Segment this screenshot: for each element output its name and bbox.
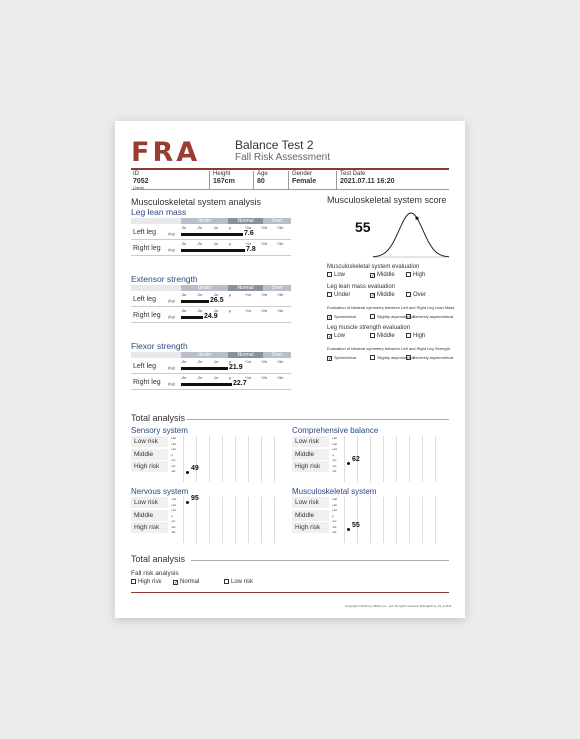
- grid-line: [370, 497, 371, 543]
- sigma-tick: +1σ: [245, 309, 252, 313]
- fra-logo: FRA: [131, 137, 201, 168]
- range-header-normal: Normal: [228, 218, 263, 224]
- risk-label: High risk: [292, 522, 329, 534]
- scale-tick: -3σ: [171, 469, 176, 473]
- value-bar: [181, 367, 228, 370]
- scale-tick: -2σ: [332, 524, 337, 529]
- sigma-tick: -2σ: [197, 226, 203, 230]
- grid-line: [396, 497, 397, 543]
- score-dot: [186, 501, 189, 504]
- risk-label: Low risk: [131, 436, 168, 448]
- eval-option[interactable]: [327, 292, 350, 298]
- summary-title-text: Total analysis: [131, 554, 186, 564]
- gender-cell: [288, 171, 336, 190]
- eval-option[interactable]: [327, 355, 356, 361]
- range-header-over: Over: [263, 285, 291, 291]
- checkbox-empty[interactable]: [370, 314, 375, 319]
- bell-curve: [373, 207, 449, 259]
- scale-tick: -1σ: [332, 458, 337, 462]
- total-section-title: [131, 413, 451, 423]
- risk-label: High risk: [292, 461, 329, 473]
- grid-line: [261, 497, 262, 543]
- sigma-tick: +2σ: [261, 309, 268, 313]
- option-label: Slightly asymmetrical: [377, 355, 415, 360]
- sigma-tick: +3σ: [277, 293, 284, 297]
- value-bar: [181, 233, 243, 236]
- sigma-tick: +1σ: [245, 360, 252, 364]
- risk-label: Low risk: [292, 497, 329, 509]
- eval-option[interactable]: [370, 272, 395, 278]
- unit-label: (kg): [168, 298, 175, 303]
- sigma-tick: -1σ: [213, 309, 219, 313]
- grid-line: [422, 497, 423, 543]
- sigma-tick: +2σ: [261, 360, 268, 364]
- date-label: Test Date: [340, 171, 366, 177]
- scale-tick: +1σ: [332, 508, 338, 512]
- grid-line: [235, 497, 236, 543]
- eval-option[interactable]: [327, 333, 345, 339]
- option-label: Under: [334, 292, 351, 298]
- date-value: 2021.07.11 16:20: [340, 178, 395, 185]
- checkbox-empty[interactable]: [370, 355, 375, 360]
- row-label: Right leg: [133, 312, 161, 319]
- fall-risk-option[interactable]: [224, 579, 253, 585]
- row-label: Left leg: [133, 363, 156, 370]
- sigma-tick: μ: [229, 293, 232, 297]
- sigma-tick: -3σ: [181, 242, 187, 246]
- sigma-tick: -1σ: [213, 360, 219, 364]
- sigma-tick: +1σ: [245, 242, 252, 246]
- grid-line: [370, 436, 371, 482]
- eval-option[interactable]: [327, 272, 345, 278]
- report-header: [131, 137, 449, 169]
- grid-line: [344, 436, 345, 482]
- id-name: (Jane): [133, 185, 145, 190]
- eval-option[interactable]: [327, 314, 356, 320]
- sigma-tick: -3σ: [181, 376, 187, 380]
- range-header-normal: Normal: [228, 352, 263, 358]
- option-label: Low: [334, 333, 346, 339]
- option-label: High: [413, 272, 426, 278]
- table-row: [131, 375, 291, 390]
- table-row: [131, 225, 291, 240]
- sigma-tick: -3σ: [181, 309, 187, 313]
- grid-line: [248, 497, 249, 543]
- id-label: ID: [133, 171, 139, 177]
- report-title: Balance Test 2: [235, 138, 314, 152]
- sigma-tick: +3σ: [277, 309, 284, 313]
- section-subtitle: Extensor strength: [131, 274, 198, 284]
- eval-option[interactable]: [370, 292, 395, 298]
- range-header-normal: Normal: [228, 285, 263, 291]
- checkbox-checked[interactable]: ✓: [328, 356, 333, 362]
- risk-label: Middle: [292, 510, 329, 522]
- unit-label: (kg): [168, 365, 175, 370]
- score-title: [327, 195, 447, 205]
- sigma-tick: -2σ: [197, 293, 203, 297]
- sigma-tick: -1σ: [213, 376, 219, 380]
- scale-tick: -3σ: [171, 530, 176, 534]
- age-cell: [253, 171, 288, 190]
- value-bar: [181, 383, 232, 386]
- scale-tick: +2σ: [171, 441, 177, 446]
- report-subtitle: Fall Risk Assessment: [235, 152, 331, 163]
- range-header-under: Under: [181, 285, 228, 291]
- row-label: Left leg: [133, 229, 156, 236]
- height-label: Height: [213, 171, 231, 177]
- table-row: [131, 308, 291, 323]
- age-value: 80: [257, 178, 265, 185]
- sigma-tick: -3σ: [181, 360, 187, 364]
- unit-label: (kg): [168, 231, 175, 236]
- sigma-tick: +1σ: [245, 376, 252, 380]
- value-bar: [181, 316, 203, 319]
- curve-score-dot: [415, 217, 418, 220]
- value-label: 24.9: [204, 313, 218, 320]
- grid-line: [196, 497, 197, 543]
- fall-risk-label: Fall risk analysis: [131, 570, 179, 577]
- score-dot: [347, 528, 350, 531]
- summary-title: [131, 554, 185, 564]
- fall-risk-option[interactable]: [173, 579, 199, 585]
- grid-line: [222, 436, 223, 482]
- score-anchor: [333, 207, 334, 208]
- date-cell: [336, 171, 449, 190]
- option-label: Middle: [377, 272, 395, 278]
- risk-label: High risk: [131, 522, 168, 534]
- unit-label: (kg): [168, 381, 175, 386]
- grid-line: [209, 436, 210, 482]
- grid-line: [435, 497, 436, 543]
- chart-title: Comprehensive balance: [292, 426, 379, 435]
- checkbox-empty[interactable]: [131, 579, 136, 584]
- grid-line: [435, 436, 436, 482]
- value-label: 26.5: [210, 297, 224, 304]
- musculo-section-title: [131, 197, 311, 207]
- row-label: Right leg: [133, 379, 161, 386]
- eval-heading: Leg lean mass evaluation: [327, 284, 396, 290]
- eval-option[interactable]: [406, 355, 453, 360]
- total-chart: [131, 426, 279, 488]
- scale-tick: -2σ: [332, 463, 337, 468]
- scale-tick: +3σ: [332, 497, 338, 501]
- total-chart: [131, 487, 279, 549]
- sigma-tick: +1σ: [245, 293, 252, 297]
- risk-label: Low risk: [131, 497, 168, 509]
- sigma-tick: μ: [229, 309, 232, 313]
- scale-tick: -3σ: [332, 530, 337, 534]
- option-label: High risk: [138, 579, 162, 585]
- option-label: Severely asymmetrical: [413, 355, 454, 360]
- option-label: Severely asymmetrical: [413, 314, 454, 319]
- sigma-tick: -2σ: [197, 309, 203, 313]
- checkbox-empty[interactable]: [406, 272, 411, 277]
- value-label: 21.9: [229, 364, 243, 371]
- checkbox-checked[interactable]: ✓: [328, 315, 333, 321]
- grid-line: [274, 436, 275, 482]
- scale-tick: +1σ: [171, 508, 177, 512]
- option-label: High: [413, 333, 426, 339]
- eval-option[interactable]: [406, 292, 426, 298]
- total-chart: [292, 426, 440, 488]
- score-value: 62: [352, 456, 360, 464]
- scale-tick: +2σ: [171, 502, 177, 507]
- sigma-tick: -1σ: [213, 242, 219, 246]
- scale-tick: -2σ: [171, 463, 176, 468]
- section-subtitle: Flexor strength: [131, 341, 188, 351]
- sigma-tick: -2σ: [197, 242, 203, 246]
- age-label: Age: [257, 171, 268, 177]
- section-subtitle: Leg lean mass: [131, 207, 187, 217]
- sigma-ticks: [181, 226, 291, 230]
- scale-tick: +1σ: [332, 447, 338, 451]
- grid-line: [422, 436, 423, 482]
- option-label: Low risk: [231, 579, 254, 585]
- checkbox-checked[interactable]: ✓: [371, 293, 376, 299]
- checkbox-empty[interactable]: [406, 292, 411, 297]
- scale-tick: +3σ: [332, 436, 338, 440]
- id-value: 7052: [133, 178, 149, 185]
- sigma-tick: μ: [229, 242, 232, 246]
- value-label: 7.8: [246, 246, 256, 253]
- strength-table: [131, 352, 291, 392]
- sigma-ticks: [181, 293, 291, 297]
- grid-line: [383, 436, 384, 482]
- value-bar: [181, 249, 245, 252]
- sigma-tick: +2σ: [261, 293, 268, 297]
- option-label: Symmetrical: [334, 355, 357, 360]
- grid-line: [183, 497, 184, 543]
- grid-line: [396, 436, 397, 482]
- sigma-tick: +2σ: [261, 242, 268, 246]
- eval-option[interactable]: [406, 333, 425, 339]
- eval-option[interactable]: [370, 333, 395, 339]
- eval-heading: Musculoskeletal system evaluation: [327, 264, 420, 270]
- option-label: Over: [413, 292, 427, 298]
- footer-rule: [131, 592, 449, 593]
- scale-tick: -3σ: [332, 469, 337, 473]
- grid-line: [209, 497, 210, 543]
- scale-tick: +3σ: [171, 436, 177, 440]
- total-title-text: Total analysis: [131, 413, 186, 423]
- option-label: Symmetrical: [334, 314, 357, 319]
- id-cell: [131, 171, 209, 190]
- grid-line: [274, 497, 275, 543]
- grid-line: [248, 436, 249, 482]
- scale-tick: -1σ: [171, 458, 176, 462]
- grid-line: [196, 436, 197, 482]
- total-chart: [292, 487, 440, 549]
- checkbox-empty[interactable]: [327, 292, 332, 297]
- report-sheet: [115, 121, 465, 618]
- risk-label: Middle: [131, 449, 168, 461]
- score-dot: [186, 471, 189, 474]
- range-header-over: Over: [263, 352, 291, 358]
- sigma-tick: +2σ: [261, 226, 268, 230]
- gender-label: Gender: [292, 171, 313, 177]
- scale-tick: +2σ: [332, 441, 338, 446]
- patient-info: [131, 171, 449, 190]
- grid-line: [383, 497, 384, 543]
- score-title-text: Musculoskeletal system score: [327, 195, 447, 205]
- grid-line: [235, 436, 236, 482]
- scale-tick: -1σ: [332, 519, 337, 523]
- eval-option[interactable]: [406, 272, 425, 278]
- scale-tick: +3σ: [171, 497, 177, 501]
- value-label: 22.7: [233, 380, 247, 387]
- strength-table: [131, 285, 291, 325]
- eval-heading: Evaluation of bilateral symmetry between Left and Right Leg Lean Mass: [327, 305, 455, 310]
- unit-label: (kg): [168, 247, 175, 252]
- table-row: [131, 359, 291, 374]
- eval-option[interactable]: [406, 314, 453, 319]
- risk-label: High risk: [131, 461, 168, 473]
- grid-line: [183, 436, 184, 482]
- checkbox-empty[interactable]: [327, 272, 332, 277]
- sigma-ticks: [181, 242, 291, 246]
- grid-line: [222, 497, 223, 543]
- score-value: 49: [191, 464, 199, 472]
- header-rule: [131, 168, 449, 170]
- height-value: 167cm: [213, 178, 235, 185]
- range-header-under: Under: [181, 218, 228, 224]
- strength-table: [131, 218, 291, 258]
- sigma-tick: +1σ: [245, 226, 252, 230]
- score-value: 55: [352, 521, 360, 529]
- checkbox-empty[interactable]: [406, 355, 411, 360]
- height-cell: [209, 171, 253, 190]
- sigma-tick: -3σ: [181, 293, 187, 297]
- checkbox-empty[interactable]: [406, 333, 411, 338]
- sigma-tick: μ: [229, 360, 232, 364]
- risk-label: Middle: [131, 510, 168, 522]
- score-value: 55: [355, 219, 371, 235]
- range-header-over: Over: [263, 218, 291, 224]
- checkbox-checked[interactable]: ✓: [328, 334, 333, 340]
- option-label: Normal: [180, 579, 200, 585]
- checkbox-empty[interactable]: [406, 314, 411, 319]
- fall-risk-option[interactable]: [131, 579, 161, 585]
- checkbox-checked[interactable]: ✓: [174, 580, 179, 586]
- risk-label: Middle: [292, 449, 329, 461]
- grid-line: [357, 497, 358, 543]
- score-dot: [347, 462, 350, 465]
- scale-tick: -1σ: [171, 519, 176, 523]
- sigma-tick: -2σ: [197, 360, 203, 364]
- chart-title: Nervous system: [131, 487, 189, 496]
- scale-tick: μ: [171, 513, 173, 518]
- sigma-tick: -2σ: [197, 376, 203, 380]
- sigma-tick: -1σ: [213, 293, 219, 297]
- checkbox-empty[interactable]: [224, 579, 229, 584]
- table-row: [131, 292, 291, 307]
- range-header-under: Under: [181, 352, 228, 358]
- summary-rule: [191, 560, 449, 561]
- sigma-tick: +3σ: [277, 226, 284, 230]
- value-label: 7.6: [244, 230, 254, 237]
- option-label: Middle: [377, 333, 395, 339]
- grid-line: [344, 497, 345, 543]
- row-label: Left leg: [133, 296, 156, 303]
- grid-line: [261, 436, 262, 482]
- checkbox-checked[interactable]: ✓: [371, 273, 376, 279]
- row-label: Right leg: [133, 245, 161, 252]
- sigma-tick: +2σ: [261, 376, 268, 380]
- musculo-title-text: Musculoskeletal system analysis: [131, 197, 262, 207]
- chart-title: Sensory system: [131, 426, 188, 435]
- sigma-tick: μ: [229, 226, 232, 230]
- value-bar: [181, 300, 209, 303]
- option-label: Low: [334, 272, 346, 278]
- total-rule: [187, 419, 449, 420]
- sigma-tick: +3σ: [277, 242, 284, 246]
- gender-value: Female: [292, 178, 317, 185]
- unit-label: (kg): [168, 314, 175, 319]
- chart-title: Musculoskeletal system: [292, 487, 377, 496]
- sigma-tick: -3σ: [181, 226, 187, 230]
- grid-line: [409, 436, 410, 482]
- copyright: Copyright ©2022 by inBody Co., Ltd. All rights reserved. B-English-A_13_2-2111: [345, 604, 452, 608]
- sigma-tick: -1σ: [213, 226, 219, 230]
- grid-line: [409, 497, 410, 543]
- option-label: Slightly asymmetrical: [377, 314, 415, 319]
- scale-tick: μ: [332, 513, 334, 518]
- score-value: 95: [191, 495, 199, 503]
- scale-tick: -2σ: [171, 524, 176, 529]
- table-row: [131, 241, 291, 256]
- curve-path: [373, 213, 449, 257]
- scale-tick: +1σ: [171, 447, 177, 451]
- option-label: Middle: [377, 292, 395, 298]
- eval-heading: Leg muscle strength evaluation: [327, 325, 411, 331]
- scale-tick: +2σ: [332, 502, 338, 507]
- eval-heading: Evaluation of bilateral symmetry between Left and Right Leg Strength: [327, 346, 450, 351]
- sigma-tick: +3σ: [277, 360, 284, 364]
- sigma-tick: μ: [229, 376, 232, 380]
- risk-label: Low risk: [292, 436, 329, 448]
- checkbox-empty[interactable]: [370, 333, 375, 338]
- sigma-tick: +3σ: [277, 376, 284, 380]
- sigma-ticks: [181, 309, 291, 313]
- scale-tick: μ: [332, 452, 334, 457]
- scale-tick: μ: [171, 452, 173, 457]
